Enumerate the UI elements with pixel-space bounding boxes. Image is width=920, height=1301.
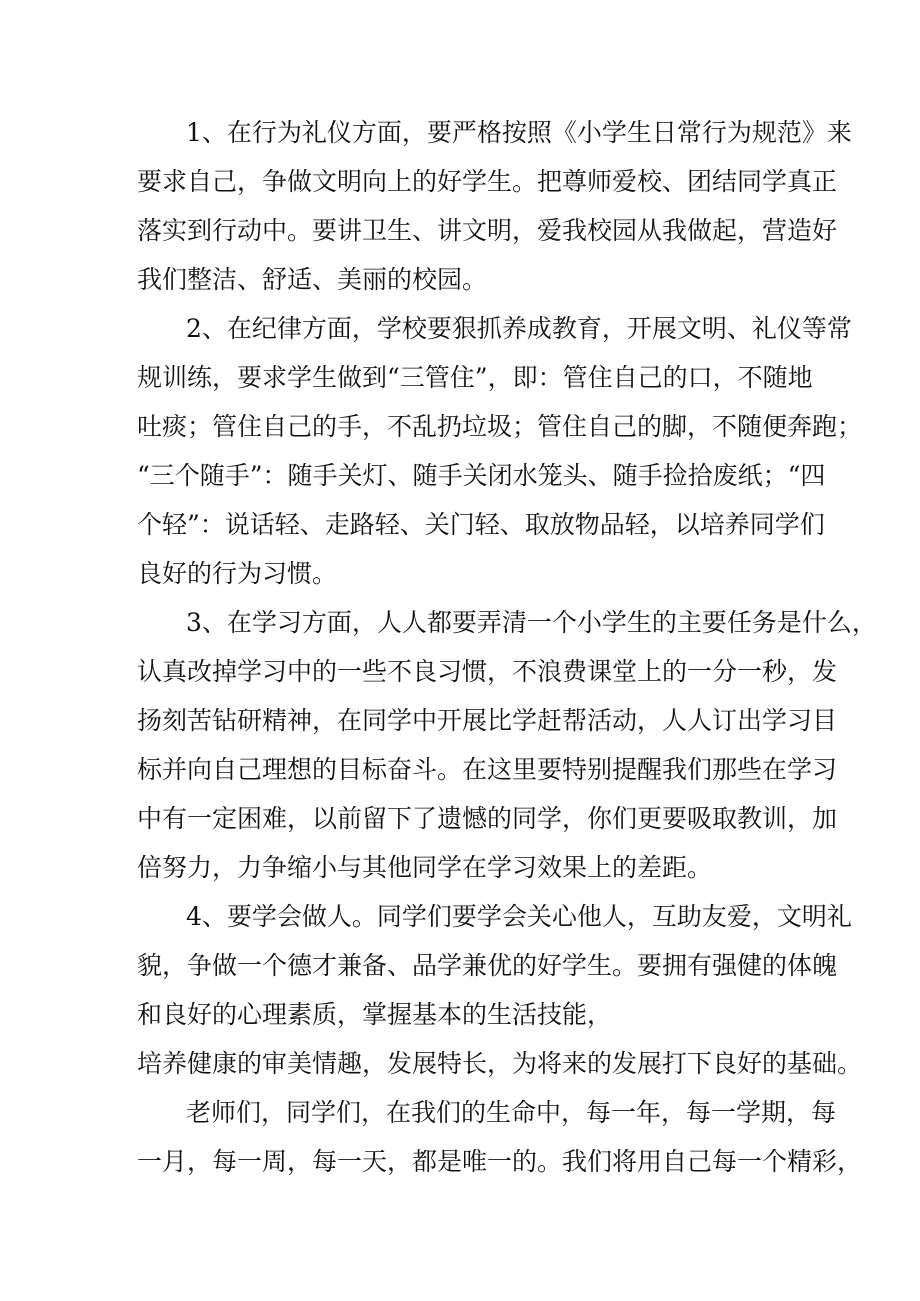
- text-line: 2、在纪律方面，学校要狠抓养成教育，开展文明、礼仪等常: [186, 314, 852, 343]
- text-line: 吐痰；管住自己的手，不乱扔垃圾；管住自己的脚，不随便奔跑；: [137, 412, 863, 441]
- text-line: 培养健康的审美情趣，发展特长，为将来的发展打下良好的基础。: [137, 1049, 863, 1078]
- text-line: 扬刻苦钻研精神，在同学中开展比学赶帮活动，人人订出学习目: [137, 706, 838, 735]
- text-line: 老师们，同学们，在我们的生命中，每一年，每一学期，每: [186, 1098, 837, 1127]
- text-line: “三个随手”：随手关灯、随手关闭水笼头、随手捡拾废纸；“四: [137, 461, 826, 490]
- text-line: 3、在学习方面，人人都要弄清一个小学生的主要任务是什么，: [186, 608, 877, 637]
- text-line: 倍努力，力争缩小与其他同学在学习效果上的差距。: [137, 853, 713, 882]
- text-line: 标并向自己理想的目标奋斗。在这里要特别提醒我们那些在学习: [137, 755, 838, 784]
- text-line: 和良好的心理素质，掌握基本的生活技能，: [137, 1000, 613, 1029]
- text-line: 一月，每一周，每一天，都是唯一的。我们将用自己每一个精彩，: [137, 1147, 863, 1176]
- text-line: 中有一定困难，以前留下了遗憾的同学，你们更要吸取教训，加: [137, 804, 838, 833]
- text-line: 貌，争做一个德才兼备、品学兼优的好学生。要拥有强健的体魄: [137, 951, 838, 980]
- text-line: 认真改掉学习中的一些不良习惯，不浪费课堂上的一分一秒，发: [137, 657, 838, 686]
- text-line: 规训练，要求学生做到“三管住”，即：管住自己的口，不随地: [137, 363, 813, 392]
- text-line: 个轻”：说话轻、走路轻、关门轻、取放物品轻，以培养同学们: [137, 510, 825, 539]
- text-line: 4、要学会做人。同学们要学会关心他人，互助友爱，文明礼: [186, 902, 852, 931]
- text-line: 良好的行为习惯。: [137, 559, 338, 588]
- text-line: 落实到行动中。要讲卫生、讲文明，爱我校园从我做起，营造好: [137, 216, 838, 245]
- text-line: 我们整洁、舒适、美丽的校园。: [137, 265, 488, 294]
- text-line: 要求自己，争做文明向上的好学生。把尊师爱校、团结同学真正: [137, 167, 838, 196]
- text-line: 1、在行为礼仪方面，要严格按照《小学生日常行为规范》来: [186, 118, 852, 147]
